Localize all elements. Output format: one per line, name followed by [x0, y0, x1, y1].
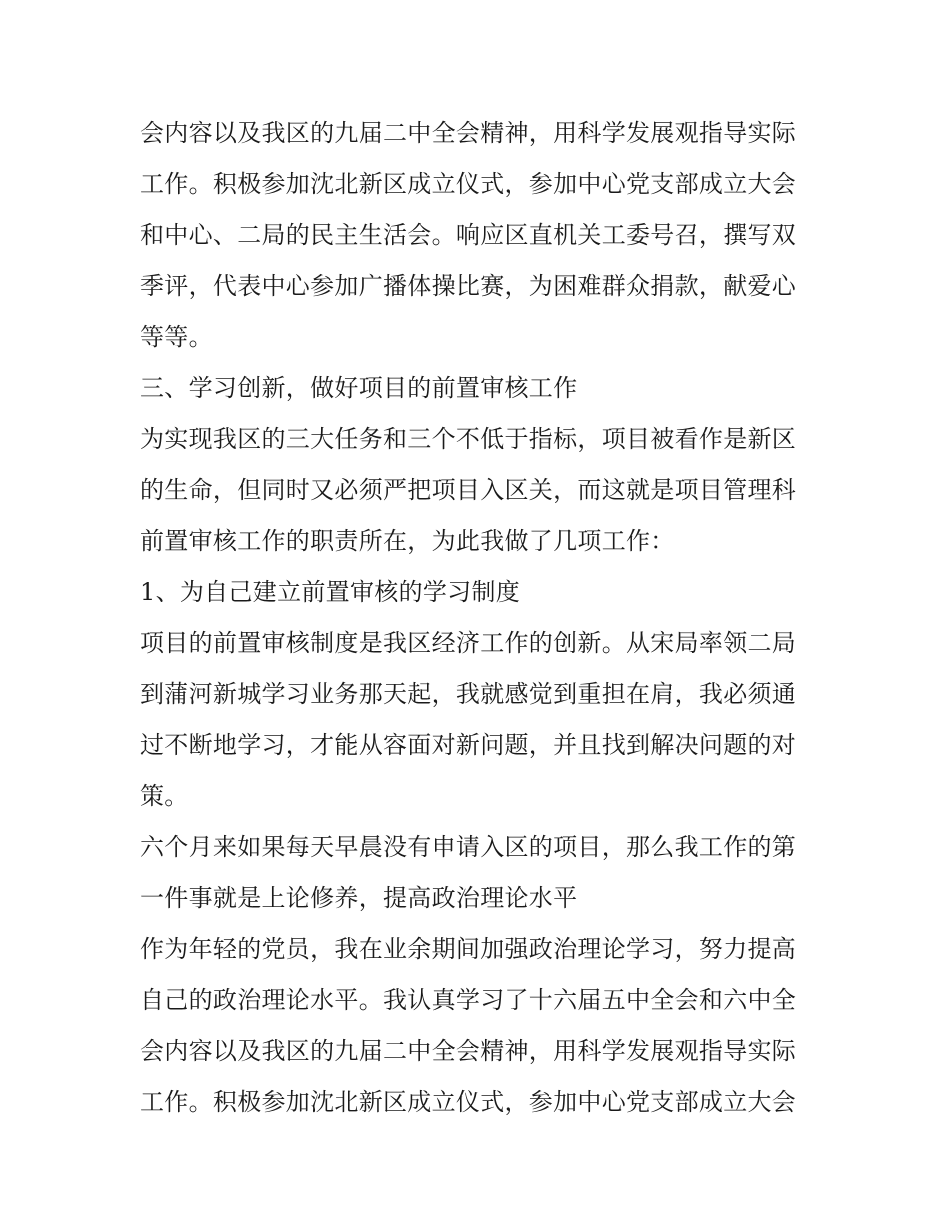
body-line: 为实现我区的三大任务和三个不低于指标，项目被看作是新区 — [140, 425, 797, 453]
body-line: 策。 — [140, 782, 189, 810]
body-line: 自己的政治理论水平。我认真学习了十六届五中全会和六中全 — [140, 986, 797, 1014]
document-body — [140, 108, 820, 1128]
body-line: 工作。积极参加沈北新区成立仪式，参加中心党支部成立大会 — [140, 1088, 797, 1116]
body-line: 项目的前置审核制度是我区经济工作的创新。从宋局率领二局 — [140, 629, 797, 657]
body-line: 过不断地学习，才能从容面对新问题，并且找到解决问题的对 — [140, 731, 797, 759]
section-heading: 三、学习创新，做好项目的前置审核工作 — [140, 374, 578, 402]
body-line: 等等。 — [140, 323, 213, 351]
body-line: 和中心、二局的民主生活会。响应区直机关工委号召，撰写双 — [140, 221, 797, 249]
body-line: 六个月来如果每天早晨没有申请入区的项目，那么我工作的第 — [140, 833, 797, 861]
body-line: 会内容以及我区的九届二中全会精神，用科学发展观指导实际 — [140, 1037, 797, 1065]
body-line: 一件事就是上论修养，提高政治理论水平 — [140, 884, 578, 912]
body-line: 的生命，但同时又必须严把项目入区关，而这就是项目管理科 — [140, 476, 797, 504]
body-line: 到蒲河新城学习业务那天起，我就感觉到重担在肩，我必须通 — [140, 680, 797, 708]
body-line: 季评，代表中心参加广播体操比赛，为困难群众捐款，献爱心 — [140, 272, 797, 300]
subsection-heading: 1、为自己建立前置审核的学习制度 — [140, 578, 521, 606]
body-line: 会内容以及我区的九届二中全会精神，用科学发展观指导实际 — [140, 119, 797, 147]
body-line: 作为年轻的党员，我在业余期间加强政治理论学习，努力提高 — [140, 935, 797, 963]
body-line: 工作。积极参加沈北新区成立仪式，参加中心党支部成立大会 — [140, 170, 797, 198]
body-line: 前置审核工作的职责所在，为此我做了几项工作： — [140, 527, 675, 555]
